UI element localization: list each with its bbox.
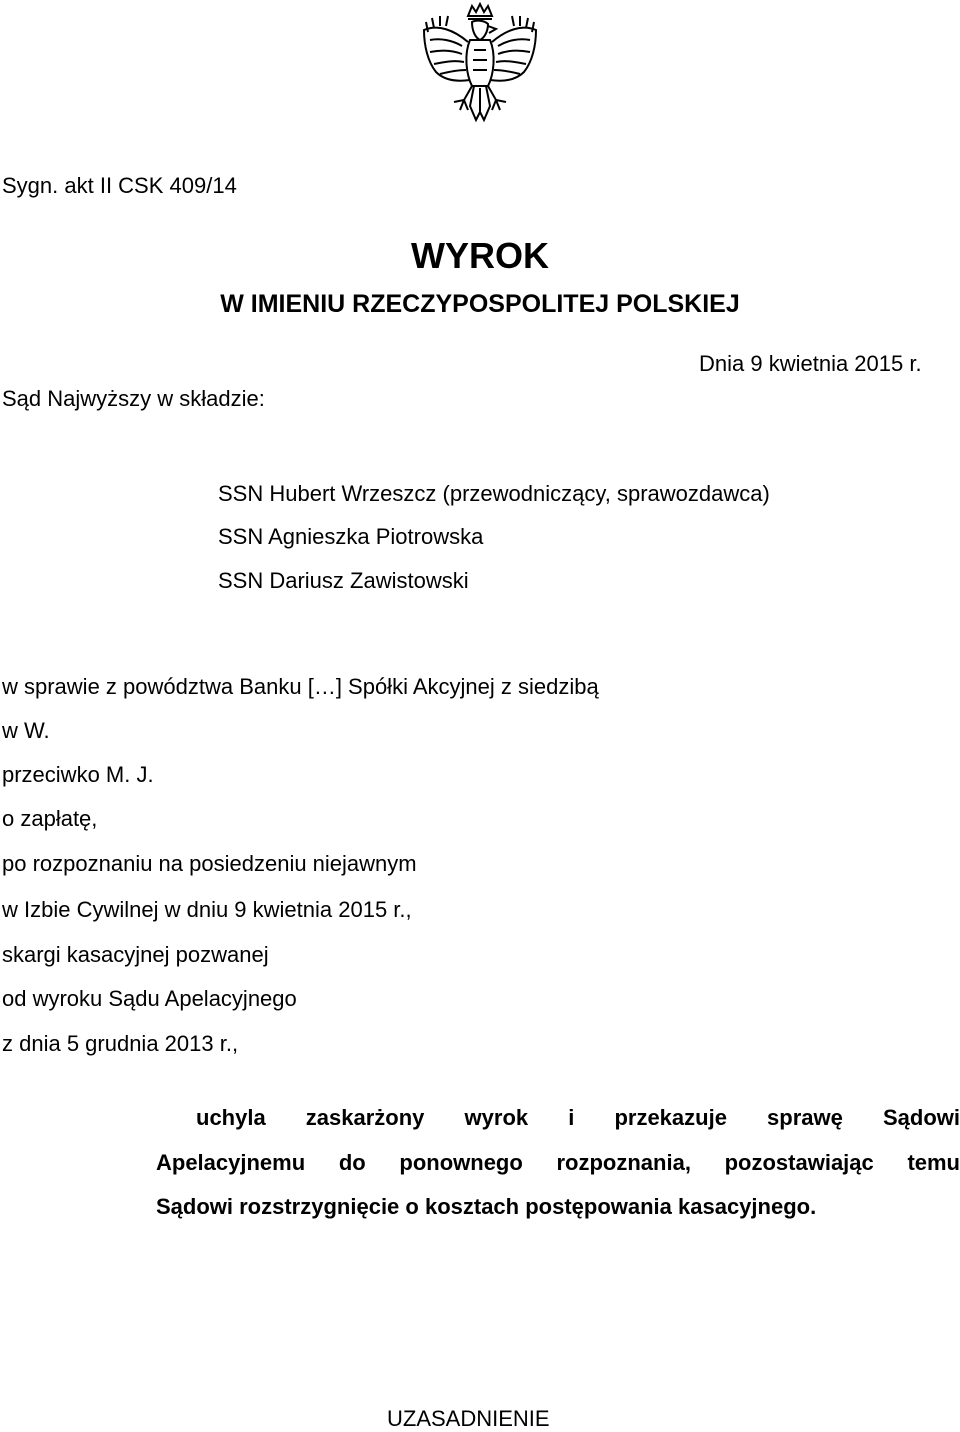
judge-line: SSN Hubert Wrzeszcz (przewodniczący, sprawozdawca) <box>218 481 770 506</box>
document-subtitle: W IMIENIU RZECZYPOSPOLITEJ POLSKIEJ <box>220 290 740 318</box>
judgment-date: Dnia 9 kwietnia 2015 r. <box>699 351 922 376</box>
case-line: w sprawie z powództwa Banku […] Spółki Akcyjnej z siedzibą <box>2 674 599 699</box>
case-line: przeciwko M. J. <box>2 762 154 787</box>
court-composition-label: Sąd Najwyższy w składzie: <box>2 386 265 411</box>
case-line: z dnia 5 grudnia 2013 r., <box>2 1031 239 1056</box>
case-line: po rozpoznaniu na posiedzeniu niejawnym <box>2 851 417 876</box>
case-line: od wyroku Sądu Apelacyjnego <box>2 986 297 1011</box>
ruling-line: uchyla zaskarżony wyrok i przekazuje sprawę Sądowi <box>196 1105 960 1130</box>
ruling-line: Apelacyjnemu do ponownego rozpoznania, pozostawiając temu <box>156 1150 960 1175</box>
judge-line: SSN Dariusz Zawistowski <box>218 568 469 593</box>
polish-eagle-emblem-icon <box>418 2 542 130</box>
judge-line: SSN Agnieszka Piotrowska <box>218 524 484 549</box>
justification-heading: UZASADNIENIE <box>387 1406 550 1431</box>
case-line: o zapłatę, <box>2 806 98 831</box>
ruling-line: Sądowi rozstrzygnięcie o kosztach postępowania kasacyjnego. <box>156 1194 817 1219</box>
case-line: w W. <box>2 718 50 743</box>
case-signature: Sygn. akt II CSK 409/14 <box>2 173 237 198</box>
case-line: w Izbie Cywilnej w dniu 9 kwietnia 2015 r., <box>2 897 412 922</box>
case-line: skargi kasacyjnej pozwanej <box>2 942 269 967</box>
document-title: WYROK <box>411 235 549 276</box>
